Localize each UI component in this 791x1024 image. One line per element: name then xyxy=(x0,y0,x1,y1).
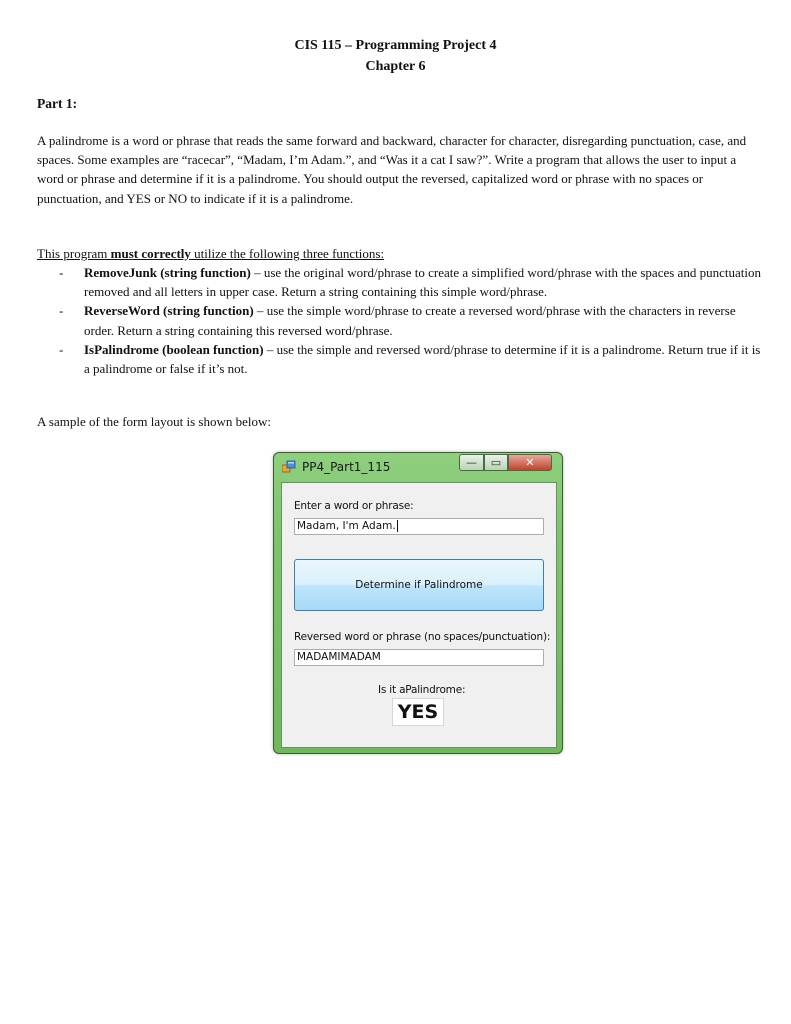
window-titlebar[interactable] xyxy=(274,453,562,481)
text-caret xyxy=(397,520,398,532)
list-item xyxy=(37,301,762,339)
form-app-icon xyxy=(282,460,296,473)
function-description: – use the simple and reversed word/phrase to determine if it is a palindrome. Return true if it is a palindrome or false if it’s not. xyxy=(84,341,761,377)
function-name: IsPalindrome (boolean function) xyxy=(84,341,264,357)
form-client-area xyxy=(281,482,557,748)
requirement-line xyxy=(37,244,762,263)
page-title-line-2: Chapter 6 xyxy=(365,59,426,74)
function-list xyxy=(37,263,762,378)
result-value: YES xyxy=(392,698,444,726)
sample-caption: A sample of the form layout is shown below: xyxy=(37,414,271,429)
phrase-input[interactable] xyxy=(294,518,544,535)
input-label: Enter a word or phrase: xyxy=(294,500,414,512)
bullet-dash: - xyxy=(59,303,64,319)
minimize-button[interactable]: — xyxy=(459,454,484,471)
list-item xyxy=(37,340,762,378)
bullet-dash: - xyxy=(59,341,64,357)
determine-palindrome-button[interactable]: Determine if Palindrome xyxy=(294,559,544,611)
maximize-button[interactable]: ▭ xyxy=(484,454,508,471)
window-title: PP4_Part1_115 xyxy=(302,460,391,474)
requirement-prefix: This program xyxy=(37,246,111,261)
intro-paragraph: A palindrome is a word or phrase that reads the same forward and backward, character for character, disregarding punctuation, case, and spaces. Some examples are “racecar”, “Madam, I’m Adam.”, and “Was it a cat I saw?”. Write a program that allows the user to input a word or phrase and determine if it is a palindrome. You should output the reversed, capitalized word or phrase with no spaces or punctuation, and YES or NO to indicate if it is a palindrome. xyxy=(37,133,747,206)
requirement-emphasis: must correctly xyxy=(110,246,191,261)
requirement-suffix: utilize the following three functions: xyxy=(190,246,385,261)
reversed-label: Reversed word or phrase (no spaces/punctuation): xyxy=(294,631,551,643)
bullet-dash: - xyxy=(59,265,64,280)
page-title-line-1: CIS 115 – Programming Project 4 xyxy=(294,38,497,53)
part-heading: Part 1: xyxy=(37,96,78,111)
function-description: – use the simple word/phrase to create a reversed word/phrase with the characters in reverse order. Return a string containing this reversed word/phrase. xyxy=(84,303,736,338)
close-button[interactable]: ✕ xyxy=(508,454,552,471)
function-name: RemoveJunk (string function) xyxy=(84,265,251,280)
function-description: – use the original word/phrase to create a simplified word/phrase with the spaces and punctuation removed and all letters in upper case. Return a string containing this simple word/phrase. xyxy=(84,265,761,300)
result-label: Is it aPalindrome: xyxy=(378,684,466,696)
function-name: ReverseWord (string function) xyxy=(84,303,254,319)
list-item xyxy=(37,263,762,301)
reversed-output-field[interactable]: MADAMIMADAM xyxy=(294,649,544,666)
phrase-input-value: Madam, I'm Adam. xyxy=(297,520,396,532)
form-window xyxy=(273,452,563,754)
